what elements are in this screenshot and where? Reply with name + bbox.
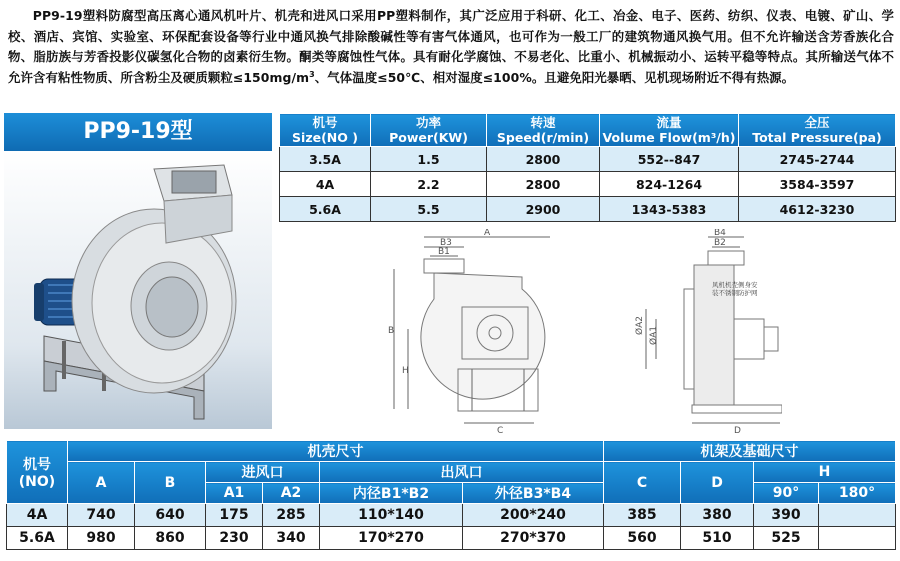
cell: 740	[68, 504, 135, 527]
dimension-drawing	[372, 229, 782, 437]
dim-header-h90: 90°	[754, 483, 819, 504]
dim-header-outlet: 出风口	[320, 462, 604, 483]
cell: 285	[263, 504, 320, 527]
product-description	[8, 6, 894, 88]
table-row	[7, 527, 896, 550]
cell: 2800	[487, 147, 600, 172]
dim-header-H: H	[754, 462, 896, 483]
cell: 3.5A	[280, 147, 371, 172]
note-line1: 风机机壳侧身安	[712, 281, 758, 289]
dim-header-D: D	[681, 462, 754, 504]
header-flow-en: Volume Flow(m³/h)	[602, 130, 736, 145]
cell: 640	[135, 504, 206, 527]
dim-header-C: C	[604, 462, 681, 504]
dim-header-no	[7, 441, 68, 504]
cell: 4A	[280, 172, 371, 197]
header-flow	[600, 114, 739, 147]
header-speed-cn: 转速	[530, 115, 556, 130]
header-size-cn: 机号	[312, 115, 338, 130]
cell: 385	[604, 504, 681, 527]
cell: 175	[206, 504, 263, 527]
header-speed-en: Speed(r/min)	[496, 130, 590, 145]
cell: 525	[754, 527, 819, 550]
cell: 380	[681, 504, 754, 527]
cell: 270*370	[463, 527, 604, 550]
dim-header-outer: 外径B3*B4	[463, 483, 604, 504]
table-row	[280, 172, 896, 197]
superscript-3: 3	[309, 69, 315, 79]
dim-header-frame: 机架及基础尺寸	[604, 441, 896, 462]
dim-header-no-en: (NO)	[18, 474, 56, 490]
table-row	[7, 504, 896, 527]
label-A2: ØA2	[635, 316, 645, 335]
description-text: PP9-19塑料防腐型高压离心通风机叶片、机壳和进风口采用PP塑料制作，其广泛应用于科研、化工、冶金、电子、医药、纺织、仪表、电镀、矿山、学校、酒店、宾馆、实验室、环保配套设备等行业中通风换气排除酸碱性等有害气体通风，也可作为一般工厂的建筑物通风换气用。但不允许输送含芳香族化合物、脂肪族与芳香投影仪碳氢化合物的卤素衍生物。酮类等腐蚀性气体。具有耐化学腐蚀、不易老化、比重小、机械振动小、运转平稳等特点。其所输送气体不允许含有粘性物质、所含粉尘及硬质颗粒≤150mg/m	[8, 8, 894, 85]
dim-header-A: A	[68, 462, 135, 504]
cell: 2900	[487, 197, 600, 222]
label-B1: B1	[438, 247, 450, 257]
header-power	[371, 114, 487, 147]
label-H: H	[402, 366, 409, 376]
label-B: B	[388, 326, 395, 336]
cell: 860	[135, 527, 206, 550]
dim-header-A1: A1	[206, 483, 263, 504]
cell: 980	[68, 527, 135, 550]
technical-drawings	[372, 229, 782, 437]
dim-header-A2: A2	[263, 483, 320, 504]
dim-header-inner: 内径B1*B2	[320, 483, 463, 504]
cell: 5.6A	[7, 527, 68, 550]
dim-header-no-cn: 机号	[23, 457, 51, 473]
label-A: A	[484, 229, 491, 238]
label-C: C	[497, 426, 504, 436]
header-pressure	[739, 114, 896, 147]
cell: 340	[263, 527, 320, 550]
label-B3: B3	[440, 238, 452, 248]
cell: 560	[604, 527, 681, 550]
cell: 3584-3597	[739, 172, 896, 197]
cell	[819, 504, 896, 527]
cell: 552--847	[600, 147, 739, 172]
table-row	[280, 197, 896, 222]
dim-header-inlet: 进风口	[206, 462, 320, 483]
fan-photo	[4, 151, 272, 429]
dim-header-h180: 180°	[819, 483, 896, 504]
cell: 170*270	[320, 527, 463, 550]
header-pressure-en: Total Pressure(pa)	[752, 130, 882, 145]
label-A1: ØA1	[649, 326, 659, 345]
cell: 4A	[7, 504, 68, 527]
model-title: PP9-19型	[4, 113, 272, 151]
model-panel	[4, 113, 272, 431]
dimension-table	[6, 440, 896, 550]
dim-header-row-1	[7, 441, 896, 462]
header-size	[280, 114, 371, 147]
cell: 510	[681, 527, 754, 550]
cell: 110*140	[320, 504, 463, 527]
performance-header-row	[280, 114, 896, 147]
header-flow-cn: 流量	[656, 115, 682, 130]
cell: 5.6A	[280, 197, 371, 222]
cell: 5.5	[371, 197, 487, 222]
label-D: D	[734, 426, 741, 436]
dim-header-B: B	[135, 462, 206, 504]
description-tail: 、气体温度≤50℃、相对湿度≤100%。且避免阳光暴晒、见机现场附近不得有热源。	[314, 69, 795, 85]
cell: 2.2	[371, 172, 487, 197]
cell: 2800	[487, 172, 600, 197]
table-row	[280, 147, 896, 172]
cell: 200*240	[463, 504, 604, 527]
note-line2: 装不锈钢防护网	[712, 289, 758, 297]
performance-table	[279, 113, 896, 222]
cell: 390	[754, 504, 819, 527]
header-speed	[487, 114, 600, 147]
cell: 2745-2744	[739, 147, 896, 172]
dim-header-row-2	[7, 462, 896, 483]
centrifugal-fan-image	[4, 151, 272, 429]
header-size-en: Size(NO )	[292, 130, 358, 145]
dim-header-casing: 机壳尺寸	[68, 441, 604, 462]
label-B2: B2	[714, 238, 726, 248]
header-power-cn: 功率	[415, 115, 441, 130]
header-pressure-cn: 全压	[804, 115, 830, 130]
cell: 4612-3230	[739, 197, 896, 222]
cell: 1.5	[371, 147, 487, 172]
cell: 1343-5383	[600, 197, 739, 222]
cell	[819, 527, 896, 550]
label-B4: B4	[714, 229, 726, 238]
header-power-en: Power(KW)	[389, 130, 468, 145]
cell: 230	[206, 527, 263, 550]
cell: 824-1264	[600, 172, 739, 197]
